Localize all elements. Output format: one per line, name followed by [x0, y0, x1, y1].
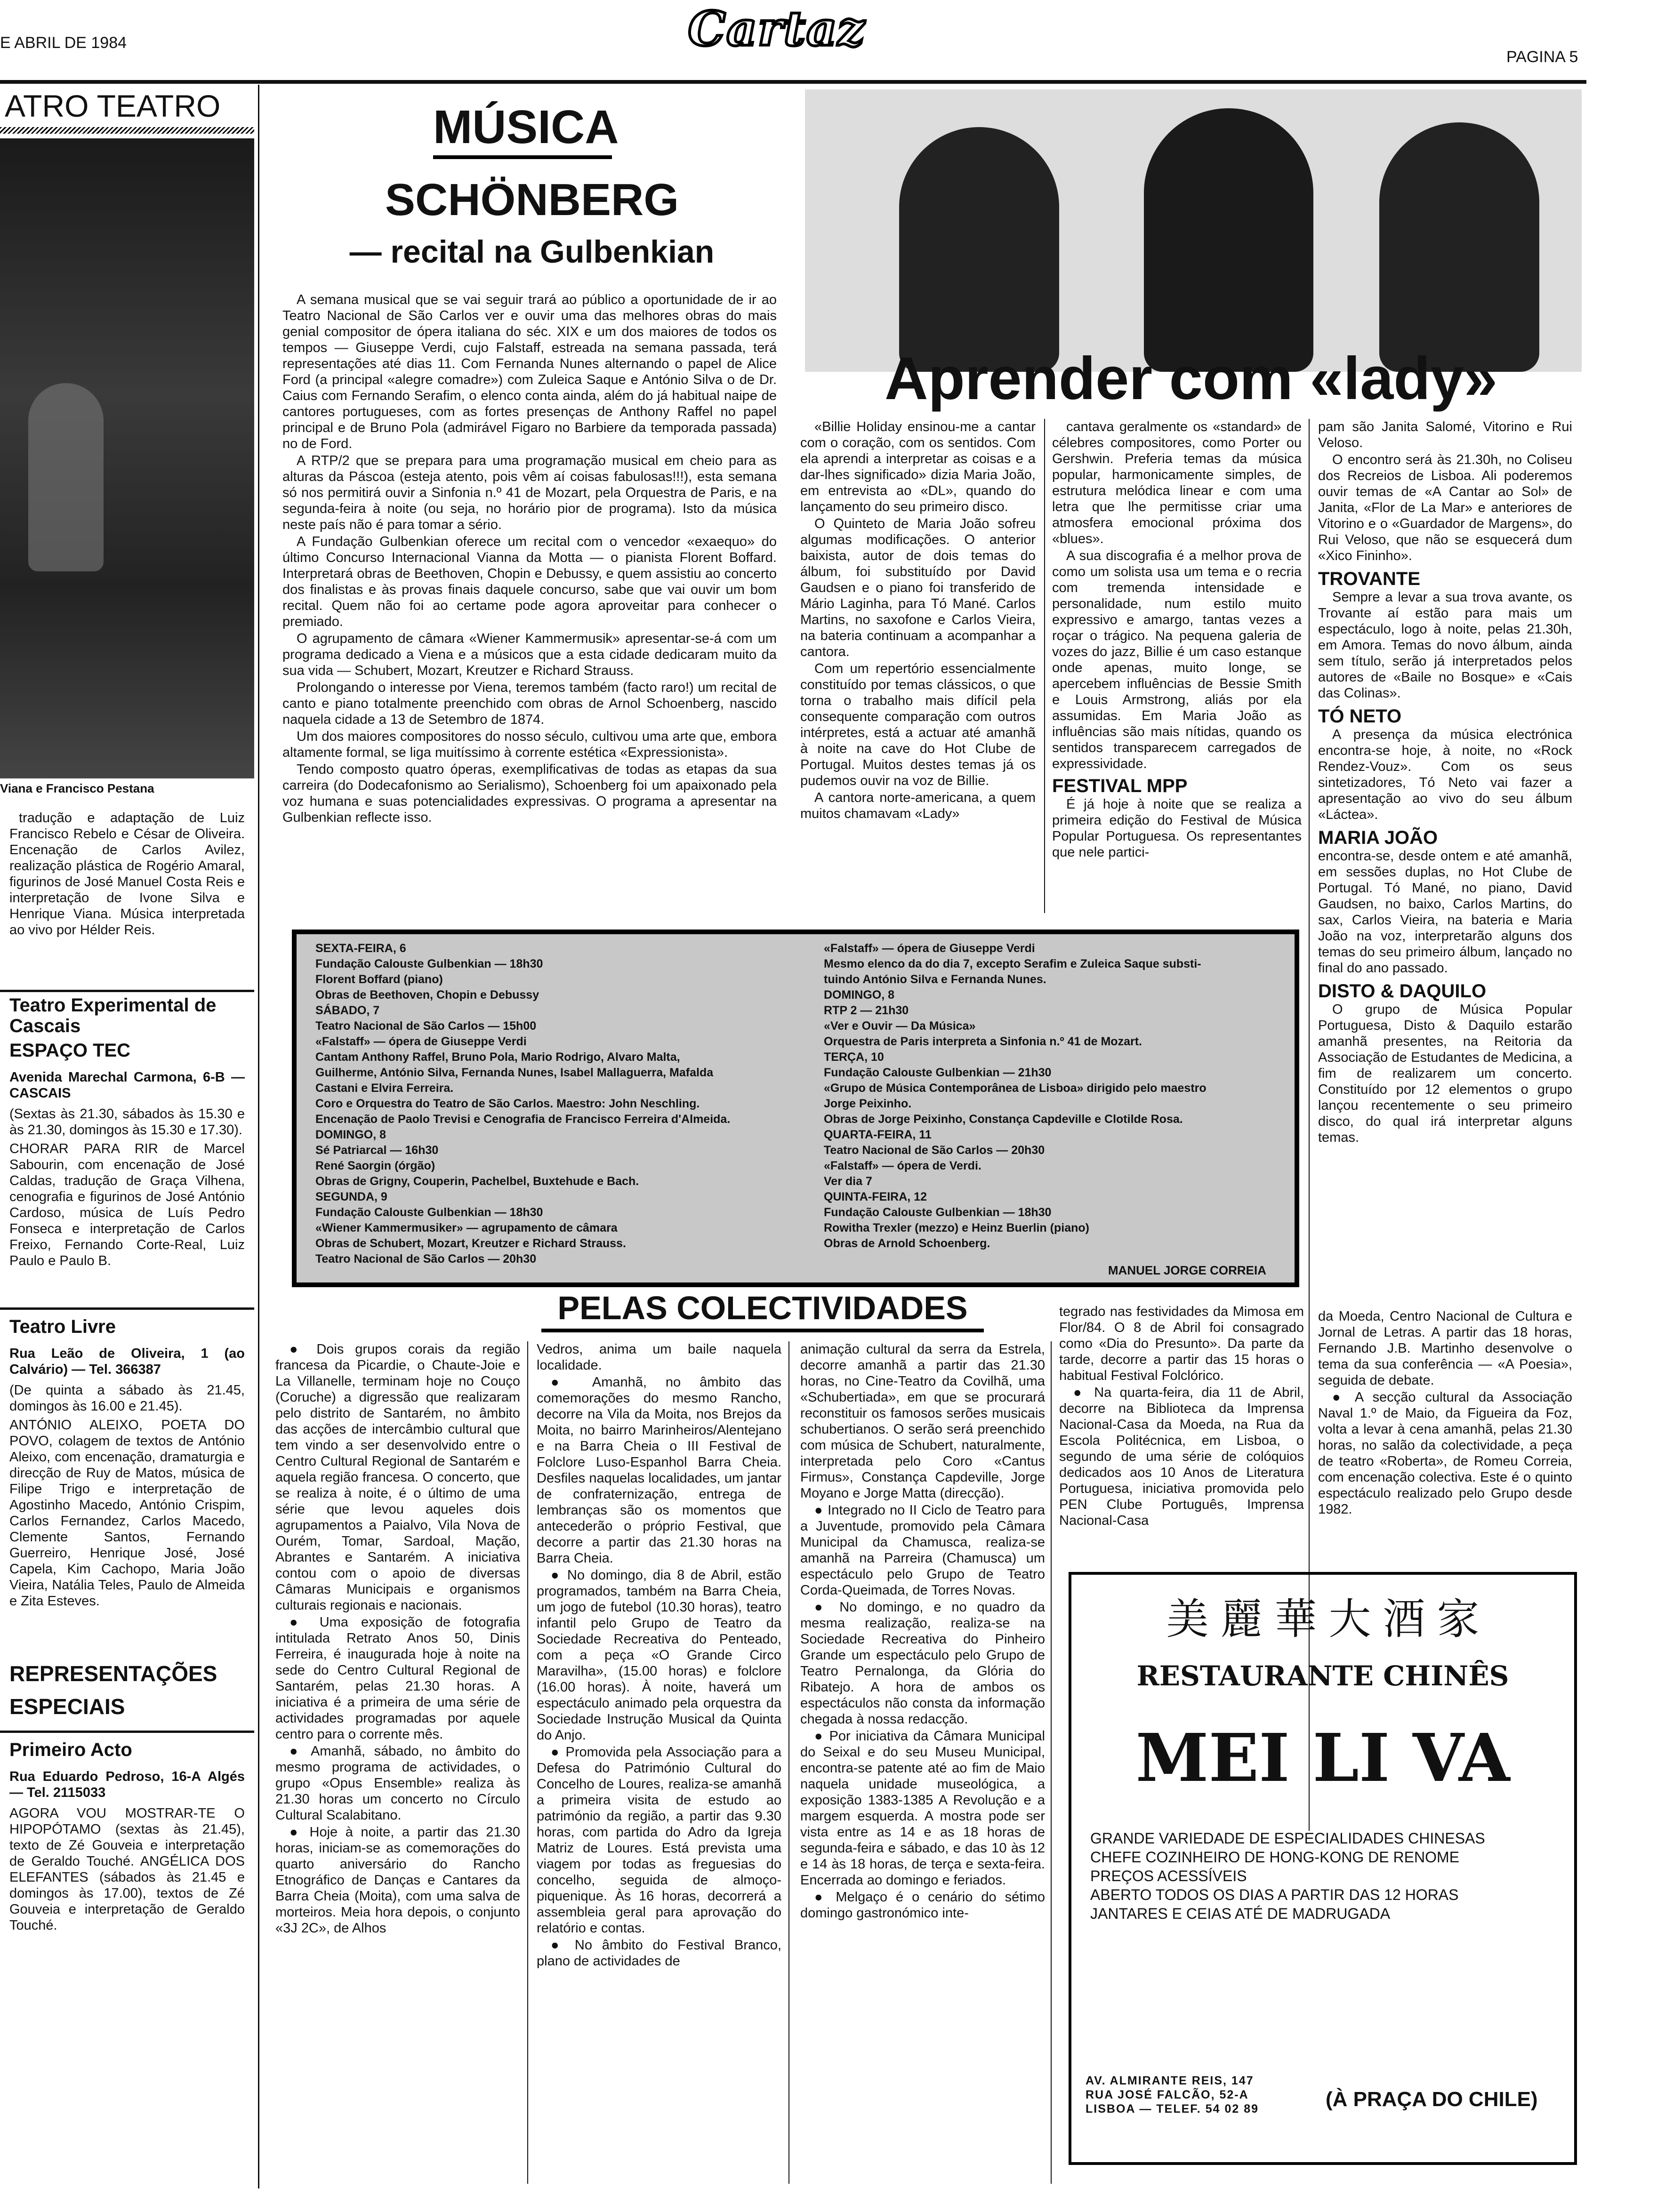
ad-address-line: AV. ALMIRANTE REIS, 147 — [1086, 2074, 1254, 2087]
colect-item: ● Hoje à noite, a partir das 21.30 horas, iniciam-se as comemorações do quarto aniversário do Rancho Etnográfico de Danças e Cantares da Barra Cheia (Moita), com uma salva de morteiros. Meia hora depois, o conjunto «3J 2C», de Alhos — [275, 1824, 520, 1936]
acto-play: AGORA VOU MOSTRAR-TE O HIPOPÓTAMO (sextas às 21.45), texto de Zé Gouveia e interpretação de Geraldo Touché. ANGÉLICA DOS ELEFANTES (sábados às 21.45 e domingos às 17.00), textos de Zé Gouveia e interpretação de Geraldo Touché. — [9, 1806, 245, 1933]
acto-address: Rua Eduardo Pedroso, 16-A Algés — Tel. 2115033 — [9, 1769, 245, 1800]
theatre-photo — [0, 138, 254, 778]
schedule-line: Obras de Schubert, Mozart, Kreutzer e Richard Strauss. — [315, 1237, 626, 1250]
colectividades-headline: PELAS COLECTIVIDADES — [541, 1287, 984, 1332]
schedule-line: QUINTA-FEIRA, 12 — [824, 1190, 927, 1203]
schedule-line: Teatro Nacional de São Carlos — 15h00 — [315, 1019, 537, 1033]
colect-item: da Moeda, Centro Nacional de Cultura e Jornal de Letras. A partir das 18 horas, Fernando J.B. Martinho desenvolve o tema da sua conferência — «A Poesia», seguida de debate. — [1318, 1309, 1572, 1388]
ad-feature: CHEFE COZINHEIRO DE HONG-KONG DE RENOME — [1090, 1849, 1460, 1866]
schedule-line: tuindo António Silva e Fernanda Nunes. — [824, 973, 1046, 986]
left-column — [0, 85, 254, 2203]
schedule-line: Fundação Calouste Gulbenkian — 18h30 — [315, 957, 543, 970]
lady-col2 — [1052, 419, 1302, 918]
schedule-line: «Falstaff» — ópera de Giuseppe Verdi — [315, 1035, 527, 1048]
man-left — [899, 127, 1059, 372]
schedule-line: Obras de Jorge Peixinho, Constança Capdeville e Clotilde Rosa. — [824, 1113, 1183, 1126]
musica-paragraph: Tendo composto quatro óperas, exemplificativas de todas as etapas da sua carreira (do Dodecafonismo ao Serialismo), Schoenberg foi um apaixonado pela voz humana e suas potencialidades expressivas. O programa a apresentar na Gulbenkian reflecte isso. — [282, 762, 777, 825]
schedule-line: Coro e Orquestra do Teatro de São Carlos. Maestro: John Neschling. — [315, 1097, 700, 1110]
musica-paragraph: A Fundação Gulbenkian oferece um recital com o vencedor «exaequo» do último Concurso Internacional Vianna da Motta — o pianista Florent Boffard. Interpretará obras de Beethoven, Chopin e Debussy, e quem assistiu ao concerto dos finalistas e às provas finais daquele concurso, sabe que vai ouvir um bom recital. Quem não foi ao certame pode agora aproveitar para conhecer o premiado. — [282, 534, 777, 629]
schedule-line: Teatro Nacional de São Carlos — 20h30 — [824, 1144, 1045, 1157]
colect-item: ● Amanhã, sábado, no âmbito do mesmo programa de actividades, o grupo «Opus Ensemble» realiza às 21.30 horas um concerto no Círculo Cultural Scalabitano. — [275, 1743, 520, 1823]
musica-kicker: MÚSICA — [433, 99, 612, 159]
colect-col4 — [1059, 1304, 1304, 1539]
trovante-heading: TROVANTE — [1318, 569, 1421, 589]
actor-figure — [28, 383, 104, 571]
schedule-line: «Ver e Ouvir — Da Música» — [824, 1019, 976, 1033]
livre-hours: (De quinta a sábado às 21.45, domingos às 16.00 e 21.45). — [9, 1383, 245, 1414]
mariajoao-heading: MARIA JOÃO — [1318, 827, 1438, 848]
livre-address: Rua Leão de Oliveira, 1 (ao Calvário) — Tel. 366387 — [9, 1346, 245, 1377]
schedule-line: «Falstaff» — ópera de Verdi. — [824, 1159, 981, 1172]
ad-feature: JANTARES E CEIAS ATÉ DE MADRUGADA — [1090, 1905, 1391, 1922]
colect-col3 — [800, 1341, 1045, 2188]
ad-feature: ABERTO TODOS OS DIAS A PARTIR DAS 12 HORAS — [1090, 1886, 1459, 1903]
ad-address-line: LISBOA — TELEF. 54 02 89 — [1086, 2102, 1259, 2116]
schedule-line: RTP 2 — 21h30 — [824, 1004, 909, 1017]
lady-paragraph: «Billie Holiday ensinou-me a cantar com o coração, com os sentidos. Com ela aprendi a interpretar as coisas e a dar-lhes significado» dizia Maria João, em entrevista ao «DL», quando do lançamento do seu primeiro disco. — [800, 419, 1036, 514]
schedule-line: Obras de Arnold Schoenberg. — [824, 1237, 990, 1250]
colect-item: ● Na quarta-feira, dia 11 de Abril, decorre na Biblioteca da Imprensa Nacional-Casa da Moeda, na Rua da Escola Politécnica, em Lisboa, o segundo de uma série de colóquios dedicados aos 10 Anos de Literatura Portuguesa, iniciativa promovida pelo PEN Clube Português, Imprensa Nacional-Casa — [1059, 1385, 1304, 1529]
schedule-line: Mesmo elenco da do dia 7, excepto Serafim e Zuleica Saque substi- — [824, 957, 1201, 970]
schedule-line: «Falstaff» — ópera de Giuseppe Verdi — [824, 942, 1035, 955]
musica-paragraph: A semana musical que se vai seguir trará ao público a oportunidade de ir ao Teatro Nacional de São Carlos ver e ouvir uma das melhores obras do mais genial compositor de ópera italiana do séc. XIX e um dos maiores de todos os tempos — Giuseppe Verdi, cujo Falstaff, estreada na semana passada, terá representações até dias 11. Com Fernanda Nunes alternando o papel de Alice Ford (a principal «alegre comadre») com Zuleica Saque e António Silva o de Dr. Caius com Fernando Serafim, o elenco conta ainda, além do já habitual naipe de cantores portugueses, com as fortes presenças de Anthony Raffel no papel principal e de Bruno Pola (admirável Figaro no Barbiere da temporada passada) no de Ford. — [282, 292, 777, 451]
rep-heading: REPRESENTAÇÕES ESPECIAIS — [9, 1661, 217, 1719]
schedule-line: Florent Boffard (piano) — [315, 973, 443, 986]
toneto-text: A presença da música electrónica encontra-se hoje, à noite, no «Rock Rendez-Vouz». Com os seus sintetizadores, Tó Neto vai fazer a apresentação ao vivo do seu álbum «Láctea». — [1318, 727, 1572, 822]
disto-heading: DISTO & DAQUILO — [1318, 981, 1487, 1002]
livre-play: ANTÓNIO ALEIXO, POETA DO POVO, colagem de textos de António Aleixo, com encenação, dramaturgia e direcção de Ruy de Matos, música de Filipe Trigo e interpretação de Agostinho Macedo, António Crispim, Carlos Fernandez, Carlos Macedo, Clemente Santos, Fernando Guerreiro, Henrique José, José Capela, Kim Cachopo, Maria João Vieira, Natália Teles, Paulo de Almeida e Zita Esteves. — [9, 1418, 245, 1609]
section-title: ATRO TEATRO — [5, 88, 221, 123]
colect-item: animação cultural da serra da Estrela, decorre amanhã a partir das 21.30 horas, no Cine-Teatro da Covilhã, uma «Schubertiada», em que se procurará reconstituir os famosos serões musicais schubertianos. O serão será preenchido com música de Schubert, naturalmente, interpretada pelo Coro «Cantus Firmus», Constança Capdeville, Jorge Moyano e Jorge Matta (direcção). — [800, 1342, 1045, 1501]
ad-feature-list — [1090, 1829, 1574, 1923]
schedule-line: Castani e Elvira Ferreira. — [315, 1082, 454, 1095]
schedule-line: QUARTA-FEIRA, 11 — [824, 1128, 932, 1141]
colect-item: ● Integrado no II Ciclo de Teatro para a Juventude, promovido pela Câmara Municipal da Chamusca, realiza-se amanhã na Parreira (Chamusca) um espectáculo pelo Grupo de Teatro Corda-Queimada, de Torres Novas. — [800, 1502, 1045, 1598]
tec-hours: (Sextas às 21.30, sábados às 15.30 e às 21.30, domingos às 15.30 e 17.30). — [9, 1106, 245, 1138]
ad-praca: (À PRAÇA DO CHILE) — [1326, 2088, 1538, 2111]
festival-text: É já hoje à noite que se realiza a primeira edição do Festival de Música Popular Portuguesa. Os representantes que nele partici- — [1052, 797, 1302, 860]
schedule-line: «Grupo de Música Contemporânea de Lisboa» dirigido pelo maestro — [824, 1082, 1207, 1095]
musica-paragraph: Um dos maiores compositores do nosso século, cultivou uma arte que, embora altamente formal, se liga muitíssimo à corrente estética «Expressionista». — [282, 729, 777, 760]
schedule-line: Jorge Peixinho. — [824, 1097, 912, 1110]
toneto-heading: TÓ NETO — [1318, 706, 1402, 727]
colect-item: ● Melgaço é o cenário do sétimo domingo gastronómico inte- — [800, 1889, 1045, 1921]
ad-feature: GRANDE VARIEDADE DE ESPECIALIDADES CHINESAS — [1090, 1830, 1485, 1847]
man-right — [1379, 122, 1539, 372]
musica-subhead: — recital na Gulbenkian — [349, 234, 715, 270]
disto-text: O grupo de Música Popular Portuguesa, Disto & Daquilo estarão amanhã presentes, na Reitoria da Associação de Estudantes de Medicina, a fim de realizarem um concerto. Constituído por 12 elementos o grupo lançou recentemente o seu primeiro disco, do qual irá interpretar alguns temas. — [1318, 1002, 1572, 1145]
schedule-line: Rowitha Trexler (mezzo) e Heinz Buerlin (piano) — [824, 1221, 1089, 1234]
schedule-line: DOMINGO, 8 — [315, 1128, 386, 1141]
schedule-line: DOMINGO, 8 — [824, 988, 895, 1002]
schedule-line: Obras de Beethoven, Chopin e Debussy — [315, 988, 539, 1002]
ad-chinese-characters: 美 麗 華 大 酒 家 — [1166, 1596, 1480, 1643]
header-date: E ABRIL DE 1984 — [0, 34, 127, 52]
lady-headline: Aprender com «lady» — [885, 345, 1497, 412]
schedule-right — [824, 941, 1285, 1251]
schedule-line: SEXTA-FEIRA, 6 — [315, 942, 406, 955]
musica-paragraph: Prolongando o interesse por Viena, teremos também (facto raro!) um recital de canto e piano totalmente preenchido com obras de Arnol Schoenberg, nascido naquela cidade a 13 de Setembro de 1874. — [282, 680, 777, 727]
colect-item: ● A secção cultural da Associação Naval 1.º de Maio, da Figueira da Foz, volta a levar à cena amanhã, pelas 21.30 horas, no salão da colectividade, a peça de teatro «Roberta», de Romeu Correia, com encenação colectiva. Este é o quinto espectáculo realizado pelo Grupo desde 1982. — [1318, 1389, 1572, 1517]
colect-item: tegrado nas festividades da Mimosa em Flor/84. O 8 de Abril foi consagrado como «Dia do Presunto». Da parte da tarde, decorre a partir das 15 horas o habitual Festival Folclórico. — [1059, 1304, 1304, 1383]
title-rule — [0, 127, 254, 134]
lady-paragraph: pam são Janita Salomé, Vitorino e Rui Veloso. — [1318, 419, 1572, 450]
colect-item: ● No domingo, e no quadro da mesma realização, realiza-se na Sociedade Recreativa do Pinheiro Grande um espectáculo pelo Grupo de Teatro Pernalonga, da Glória do Ribatejo. A hora de ambos os espectáculos não consta da informação chegada à nossa redacção. — [800, 1599, 1045, 1727]
schedule-line: Fundação Calouste Gulbenkian — 18h30 — [315, 1206, 543, 1219]
mariajoao-text: encontra-se, desde ontem e até amanhã, em sessões duplas, no Hot Clube de Portugal. Tó Mané, no piano, David Gaudsen, no baixo, Carlos Martins, do sax, Carlos Vieira, na bateria e Maria João na voz, interpretarão alguns dos temas do seu primeiro álbum, lançado no final do ano passado. — [1318, 849, 1572, 976]
schedule-box — [292, 930, 1299, 1287]
ad-address — [1086, 2074, 1259, 2116]
schedule-line: Sé Patriarcal — 16h30 — [315, 1144, 439, 1157]
colect-col2 — [537, 1341, 781, 2188]
livre-heading: Teatro Livre — [9, 1316, 116, 1337]
ad-restaurant-name: MEI LI VA — [1135, 1720, 1510, 1797]
page-number: PAGINA 5 — [1506, 48, 1578, 66]
colect-col1 — [275, 1341, 520, 2188]
schedule-line: Encenação de Paolo Trevisi e Cenografia de Francisco Ferreira d'Almeida. — [315, 1113, 731, 1126]
schedule-line: Obras de Grigny, Couperin, Pachelbel, Buxtehude e Bach. — [315, 1175, 639, 1188]
festival-heading: FESTIVAL MPP — [1052, 776, 1188, 796]
schedule-line: Fundação Calouste Gulbenkian — 18h30 — [824, 1206, 1052, 1219]
colect-item: ● Uma exposição de fotografia intitulada Retrato Anos 50, Dinis Ferreira, é inaugurada hoje à noite na sede do Centro Cultural Regional de Santarém, pelas 21.30 horas. A iniciativa é a primeira de uma série de actividades programadas por aquele centro para o corrente mês. — [275, 1614, 520, 1742]
restaurant-ad — [1069, 1572, 1577, 2165]
photo-caption: Viana e Francisco Pestana — [0, 781, 154, 795]
ad-subtitle: RESTAURANTE CHINÊS — [1136, 1660, 1509, 1692]
schedule-line: TERÇA, 10 — [824, 1050, 884, 1064]
lady-paragraph: O encontro será às 21.30h, no Coliseu dos Recreios de Lisboa. Ali poderemos ouvir temas de «A Cantar ao Sol» de Janita, «Flor de La Mar» e anteriores de Vitorino e o «Guardador de Margens», do Rui Veloso, que não se esquecerá dum «Xico Fininho». — [1318, 452, 1572, 563]
musica-body — [282, 292, 777, 927]
schedule-line: Orquestra de Paris interpreta a Sinfonia n.º 41 de Mozart. — [824, 1035, 1142, 1048]
tec-subheading: ESPAÇO TEC — [9, 1040, 131, 1061]
colect-item: ● Promovida pela Associação para a Defesa do Património Cultural do Concelho de Loures, realiza-se amanhã a primeira visita de estudo ao património da região, a partir das 9.30 horas, com partida do Adro da Igreja Matriz de Loures. Está prevista uma viagem por todas as freguesias do concelho, seguida de almoço-piquenique. Às 16 horas, decorrerá a assembleia geral para aprovação do relatório e contas. — [537, 1744, 781, 1936]
schedule-line: Fundação Calouste Gulbenkian — 21h30 — [824, 1066, 1052, 1079]
schedule-line: Cantam Anthony Raffel, Bruno Pola, Mario Rodrigo, Alvaro Malta, — [315, 1050, 680, 1064]
lady-col3 — [1318, 419, 1572, 1304]
man-center — [1144, 108, 1313, 372]
tec-heading: Teatro Experimental de Cascais — [9, 995, 217, 1036]
schedule-left — [315, 941, 805, 1267]
trio-photo — [805, 89, 1582, 372]
trovante-text: Sempre a levar a sua trova avante, os Trovante aí estão para mais um espectáculo, logo à noite, pelas 21.30h, em Amora. Temas do novo álbum, ainda sem título, serão já interpretados pelos autores de «Baile no Bosque» e «Cais das Colinas». — [1318, 590, 1572, 701]
colect-item: ● No âmbito do Festival Branco, plano de actividades de — [537, 1937, 781, 1969]
tec-address: Avenida Marechal Carmona, 6-B — CASCAIS — [9, 1070, 245, 1101]
schedule-signature: MANUEL JORGE CORREIA — [1108, 1263, 1266, 1277]
lady-paragraph: O Quinteto de Maria João sofreu algumas modificações. O anterior baixista, autor de dois temas do álbum, foi substituído por David Gaudsen e o piano foi transferido de Mário Laginha, para Tó Mané. Carlos Martins, no saxofone e Carlos Vieira, na bateria continuam a acompanhar a cantora. — [800, 516, 1036, 659]
colect-item: ● Dois grupos corais da região francesa da Picardie, o Chaute-Joie e La Villanelle, terminam hoje no Couço (Coruche) a digressão que realizaram pelo distrito de Santarém, no âmbito das acções de intercâmbio cultural que tem vindo a ser desenvolvido entre o Centro Cultural Regional de Santarém e aquela região francesa. O concerto, que se realiza à noite, é o último de uma série que levou aqueles dois agrupamentos a Paialvo, Vila Nova de Ourém, Tomar, Sardoal, Mação, Abrantes e Santarém. A iniciativa contou com o apoio de diversas Câmaras Municipais e organismos culturais regionais e nacionais. — [275, 1341, 520, 1613]
credits-text: tradução e adaptação de Luiz Francisco Rebelo e César de Oliveira. Encenação de Carlos Avilez, realização plástica de Rogério Amaral, figurinos de José Manuel Costa Reis e interpretação de Ivone Silva e Henrique Viana. Música interpretada ao vivo por Hélder Reis. — [9, 810, 245, 938]
colect-item: ● Amanhã, no âmbito das comemorações do mesmo Rancho, decorre na Vila da Moita, nos Brejos da Moita, no bairro Marinheiros/Alentejano e na Barra Cheia o III Festival de Folclore Luso-Espanhol Barra Cheia. Desfiles naquelas localidades, um jantar de confraternização, entrega de lembranças são os momentos que antecederão o próprio Festival, que decorre a partir das 21.30 horas na Barra Cheia. — [537, 1374, 781, 1566]
header-rule — [0, 80, 1586, 84]
ad-address-line: RUA JOSÉ FALCÃO, 52-A — [1086, 2088, 1249, 2101]
schedule-line: René Saorgin (órgão) — [315, 1159, 435, 1172]
schedule-line: Guilherme, António Silva, Fernanda Nunes, Isabel Mallaguerra, Mafalda — [315, 1066, 714, 1079]
schedule-line: «Wiener Kammermusiker» — agrupamento de câmara — [315, 1221, 618, 1234]
schedule-line: Teatro Nacional de São Carlos — 20h30 — [315, 1252, 537, 1266]
masthead-logo: Cartaz — [688, 1, 866, 56]
lady-col1 — [800, 419, 1036, 918]
tec-play: CHORAR PARA RIR de Marcel Sabourin, com encenação de José Caldas, tradução de Graça Vilhena, cenografia e figurinos de José António Cardoso, música de Luís Pedro Fonseca e interpretação de Carlos Freixo, Fernando Corte-Real, Luiz Paulo e Paulo B. — [9, 1141, 245, 1268]
musica-headline: SCHÖNBERG — [385, 175, 679, 225]
lady-paragraph: A cantora norte-americana, a quem muitos chamavam «Lady» — [800, 790, 1036, 821]
left-column-divider — [258, 85, 259, 2188]
lady-paragraph: A sua discografia é a melhor prova de como um solista usa um tema e o recria com tremenda intensidade e personalidade, num estilo muito expressivo e amargo, tantas vezes a roçar o trágico. Na pequena galeria de vozes do jazz, Billie é um caso estanque onde apenas, muito longe, se apercebem influências de Bessie Smith e Louis Armstrong, aliás por ela assumidas. Em Maria João as influências são mais nítidas, quando os sentidos transparecem carregados de expressividade. — [1052, 548, 1302, 771]
colect-item: ● No domingo, dia 8 de Abril, estão programados, também na Barra Cheia, um jogo de futebol (10.30 horas), teatro infantil pelo Grupo de Teatro da Sociedade Recreativa do Penteado, com a peça «O Grande Circo Maravilha», (15.00 horas) e folclore (16.00 horas). À noite, haverá um espectáculo animado pela orquestra da Sociedade Instrução Musical da Quinta do Anjo. — [537, 1567, 781, 1743]
lady-paragraph: cantava geralmente os «standard» de célebres compositores, como Porter ou Gershwin. Preferia temas da música popular, harmonicamente simples, de estrutura melódica linear e com uma letra que lhe permitisse criar uma atmosfera emocional próxima dos «blues». — [1052, 419, 1302, 546]
schedule-line: SEGUNDA, 9 — [315, 1190, 387, 1203]
lady-paragraph: Com um repertório essencialmente constituído por temas clássicos, o que torna o trabalho mais difícil pela consequente comparação com outros intérpretes, está a actuar até amanhã à noite na cave do Hot Clube de Portugal. Muitos destes temas já os pudemos ouvir na voz de Billie. — [800, 661, 1036, 788]
schedule-line: Ver dia 7 — [824, 1175, 872, 1188]
musica-paragraph: A RTP/2 que se prepara para uma programação musical em cheio para as alturas da Páscoa (esteja atento, pois vêm aí coisas fabulosas!!!), esta semana só nos permitirá ouvir a Sinfonia n.º 41 de Mozart, pela Orquestra de Paris, e na segunda-feira à noite (ou seja, no horário pior de programa). Isto da música neste país não é para tomar a sério. — [282, 453, 777, 532]
colect-item: ● Por iniciativa da Câmara Municipal do Seixal e do seu Museu Municipal, encontra-se patente até ao fim de Maio naquela unidade museológica, a exposição 1383-1385 A Revolução e a margem esquerda. A mostra pode ser vista entre as 14 e as 18 horas de segunda-feira e sábado, e das 10 às 12 e 14 às 18 horas, de terça e sexta-feira. Encerrada ao domingo e feriados. — [800, 1728, 1045, 1888]
ad-feature: PREÇOS ACESSÍVEIS — [1090, 1867, 1247, 1884]
schedule-line: SÁBADO, 7 — [315, 1004, 380, 1017]
colect-item: Vedros, anima um baile naquela localidade. — [537, 1342, 781, 1373]
colect-col5 — [1318, 1308, 1572, 1544]
acto-heading: Primeiro Acto — [9, 1739, 132, 1760]
musica-paragraph: O agrupamento de câmara «Wiener Kammermusik» apresentar-se-á com um programa dedicado a Viena e a músicos que a esta cidade dedicaram muito da sua vida — Schubert, Mozart, Kreutzer e Richard Strauss. — [282, 631, 777, 678]
